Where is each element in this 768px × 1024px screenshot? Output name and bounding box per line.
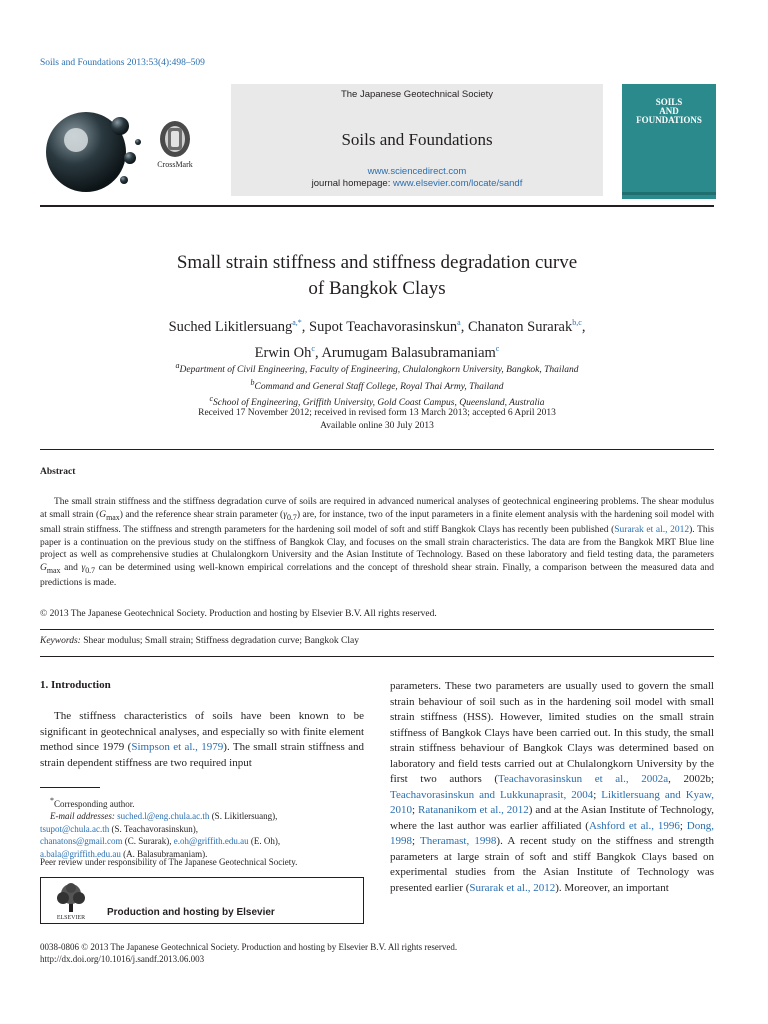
- affiliation-list: [40, 360, 714, 410]
- abstract-text: can be determined using well-known empirical correlations and the concept of threshold shear strain. Finally, a comparison between the measured data and predictions is made.: [40, 562, 714, 589]
- citation-link[interactable]: Surarak et al., 2012: [469, 881, 556, 894]
- elsevier-tree-icon: [53, 882, 89, 920]
- email-footnote: [40, 835, 364, 847]
- society-name: The Japanese Geotechnical Society: [340, 89, 494, 100]
- citation-link[interactable]: Ratananikom et al., 2012: [417, 804, 529, 816]
- affiliation-key: a: [175, 361, 180, 370]
- doi-link[interactable]: http://dx.doi.org/10.1016/j.sandf.2013.06.003: [40, 954, 205, 965]
- email-owner: (S. Likitlersuang),: [209, 811, 278, 822]
- gamma-symbol: γ: [81, 562, 86, 573]
- cover-footer-strip: [622, 192, 716, 195]
- body-text: ;: [679, 819, 687, 832]
- homepage-link[interactable]: www.elsevier.com/locate/sandf: [392, 178, 523, 189]
- abstract-divider: [40, 449, 714, 450]
- email-label: E-mail addresses:: [50, 811, 118, 822]
- body-text: ). The small strain stiffness and strain dependent stiffness are two required input: [40, 741, 364, 769]
- affiliation: [40, 360, 714, 377]
- abstract-text: ). This paper is a continuation on the previous study on the stiffness of Bangkok Clay, and focuses on the small strain characteristics. The data are from the Bangkok MRT Blue line project as well as comprehensive studies at Chulalongkorn University and the Asian Institute of Technology. Based on these laboratory and field testing data, the parameters: [40, 525, 714, 561]
- author-name: Suched Likitlersuang: [168, 318, 293, 335]
- author-separator: ,: [581, 318, 586, 335]
- email-owner: (E. Oh),: [248, 836, 281, 847]
- elsevier-hosting-box: [40, 877, 364, 924]
- title-line: of Bangkok Clays: [308, 278, 446, 299]
- corresponding-footnote: [40, 795, 364, 810]
- peer-review-note: Peer review under responsibility of The Japanese Geotechnical Society.: [40, 857, 298, 867]
- intro-paragraph: [40, 709, 364, 771]
- gmax-subscript: max: [46, 565, 61, 575]
- affiliation-text: Department of Civil Engineering, Faculty of Engineering, Chulalongkorn University, Bangkok, Thailand: [179, 365, 579, 376]
- sciencedirect-link[interactable]: www.sciencedirect.com: [367, 166, 467, 177]
- affiliation-key: c: [209, 394, 214, 404]
- homepage-prefix: journal homepage:: [311, 178, 393, 189]
- page-footer: [40, 941, 457, 966]
- body-text: ;: [412, 804, 418, 816]
- journal-cover[interactable]: [622, 84, 716, 199]
- body-text: ). A recent study on the stiffness and strength parameters at large strain of soft and stiff Bangkok Clays based on experimental studies from the Asian Institute of Technology was presented earlier (: [390, 835, 714, 894]
- gamma-symbol: γ: [283, 509, 287, 520]
- section-heading: 1. Introduction: [40, 679, 111, 691]
- citation-link[interactable]: Likitlersuang and Kyaw, 2010: [390, 788, 714, 816]
- author-separator: ,: [314, 344, 322, 361]
- crossmark-badge[interactable]: [154, 120, 196, 174]
- body-text: ) and at the Asian Institute of Technology, where the last author was earlier affiliated (: [390, 804, 715, 832]
- abstract-text: ) and the reference shear strain parameter (: [119, 509, 284, 520]
- received-dates: Received 17 November 2012; received in revised form 13 March 2013; accepted 6 April 2013: [198, 408, 556, 418]
- body-paragraph: [390, 679, 714, 896]
- footnote-text: Corresponding author.: [54, 799, 135, 809]
- abstract-paragraph: [40, 496, 714, 590]
- email-owner: (A. Balasubramaniam).: [120, 848, 208, 859]
- right-column-text: [390, 679, 714, 896]
- author-name: Chanaton Surarak: [467, 318, 573, 335]
- abstract-heading: Abstract: [40, 467, 76, 477]
- body-text: The stiffness characteristics of soils have been known to be significant in geotechnical analyses, and especially so with finite element method since 1979 (: [40, 710, 364, 753]
- email-owner: (S. Teachavorasinskun),: [109, 823, 198, 834]
- keywords-top-divider: [40, 629, 714, 630]
- journal-logo: [42, 104, 148, 196]
- affiliation-marker[interactable]: c: [311, 343, 315, 353]
- citation-link[interactable]: Simpson et al., 1979: [131, 741, 224, 753]
- footnote-marker: *: [50, 796, 54, 805]
- gmax-symbol: G: [99, 509, 107, 520]
- body-text: ;: [412, 835, 421, 847]
- keywords-list: Shear modulus; Small strain; Stiffness degradation curve; Bangkok Clay: [80, 636, 359, 646]
- elsevier-label: Production and hosting by Elsevier: [107, 907, 275, 918]
- body-text: ). Moreover, an important: [555, 881, 669, 894]
- header-divider: [40, 205, 714, 207]
- author-line: [40, 312, 714, 338]
- article-title: [40, 250, 714, 302]
- author-name: Supot Teachavorasinskun: [309, 318, 458, 335]
- author-separator: ,: [460, 318, 468, 335]
- crossmark-icon: [159, 120, 191, 158]
- available-online-date: Available online 30 July 2013: [320, 420, 434, 431]
- elsevier-wordmark: ELSEVIER: [56, 915, 86, 920]
- journal-name: Soils and Foundations: [341, 130, 493, 149]
- article-history: [40, 407, 714, 432]
- abstract-copyright: © 2013 The Japanese Geotechnical Society. Production and hosting by Elsevier B.V. All rights reserved.: [40, 609, 437, 619]
- cover-title-line: AND: [659, 106, 679, 116]
- author-list: [40, 312, 714, 364]
- author-name: Erwin Oh: [254, 344, 312, 361]
- gamma-subscript: 0.7: [286, 512, 297, 522]
- email-link[interactable]: a.bala@griffith.edu.au: [40, 848, 121, 859]
- journal-citation[interactable]: Soils and Foundations 2013:53(4):498–509: [40, 58, 205, 68]
- abstract-text: The small strain stiffness and the stiffness degradation curve of soils are required in advanced numerical analyses of geotechnical engineering problems. The shear modulus at small strain (: [40, 497, 714, 520]
- gamma-subscript: 0.7: [85, 565, 96, 575]
- email-footnote: [40, 810, 364, 822]
- author-name: Arumugam Balasubramaniam: [321, 344, 496, 361]
- citation-link[interactable]: Teachavorasinskun et al., 2002a: [498, 773, 669, 785]
- keywords: [40, 636, 359, 646]
- body-text: parameters. These two parameters are usually used to govern the small strain behaviour of soil such as in the hardening soil model with small strain stiffness (HSS). However, limited studies on the small strain stiffness of Bangkok Clays have been carried out. In this study, the small strain stiffness behaviour of Bangkok Clays was determined based on laboratory and field tests carried out at Chulalongkorn University by the first two authors (: [390, 680, 714, 785]
- abstract-text: and: [60, 562, 82, 573]
- footnote-divider: [40, 787, 100, 788]
- orb-logo-icon: [42, 104, 148, 196]
- citation-link[interactable]: Ashford et al., 1996: [588, 819, 680, 832]
- affiliation-marker[interactable]: c: [495, 343, 500, 353]
- footnotes: [40, 795, 364, 860]
- gmax-symbol: G: [40, 562, 47, 573]
- body-text: ;: [593, 788, 602, 801]
- email-link[interactable]: e.oh@griffith.edu.au: [173, 836, 249, 847]
- cover-title-line: FOUNDATIONS: [636, 115, 702, 125]
- keywords-label: Keywords:: [40, 636, 81, 646]
- abstract-body: [40, 496, 714, 590]
- cover-title: [622, 98, 716, 125]
- email-link[interactable]: chanatons@gmail.com: [40, 836, 123, 847]
- email-owner: (C. Surarak),: [122, 836, 174, 847]
- abstract-text: ) are, for instance, two of the input parameters in a finite element analysis with the hardening soil model with small strain stiffness. The stiffness and strength parameters for the hardening soil model of soft and stiff Bangkok Clays has recently been published (: [40, 509, 714, 536]
- author-separator: ,: [301, 318, 310, 335]
- citation-link[interactable]: Surarak et al., 2012: [614, 525, 690, 536]
- keywords-bottom-divider: [40, 656, 714, 657]
- affiliation-marker[interactable]: a: [457, 318, 461, 327]
- corresponding-marker[interactable]: *: [297, 318, 302, 327]
- body-paragraph: [40, 709, 364, 771]
- affiliation-text: Command and General Staff College, Royal Thai Army, Thailand: [254, 381, 504, 392]
- gmax-subscript: max: [106, 512, 120, 522]
- journal-homepage: [231, 178, 603, 189]
- email-footnote: [40, 823, 364, 835]
- citation-link[interactable]: Teachavorasinskun and Lukkunaprasit, 2004: [390, 788, 594, 801]
- crossmark-label: CrossMark: [157, 160, 193, 169]
- citation-link[interactable]: Dong, 1998: [390, 819, 714, 847]
- cover-title-line: SOILS: [655, 97, 683, 107]
- citation-link[interactable]: Theramast, 1998: [420, 835, 497, 847]
- affiliation-key: b: [250, 377, 255, 387]
- affiliation: [40, 377, 714, 394]
- affiliation-marker[interactable]: b,c: [572, 318, 582, 327]
- journal-banner: [231, 84, 603, 196]
- title-line: Small strain stiffness and stiffness degradation curve: [176, 252, 578, 273]
- email-link[interactable]: tsupot@chula.ac.th: [40, 823, 110, 834]
- affiliation-text: School of Engineering, Griffith University, Gold Coast Campus, Queensland, Australia: [213, 398, 545, 409]
- issn-copyright: 0038-0806 © 2013 The Japanese Geotechnical Society. Production and hosting by Elsevier B.V. All rights reserved.: [40, 942, 458, 952]
- affiliation-marker[interactable]: a,: [292, 318, 298, 327]
- email-link[interactable]: suched.l@eng.chula.ac.th: [117, 811, 210, 822]
- body-text: , 2002b;: [668, 773, 715, 785]
